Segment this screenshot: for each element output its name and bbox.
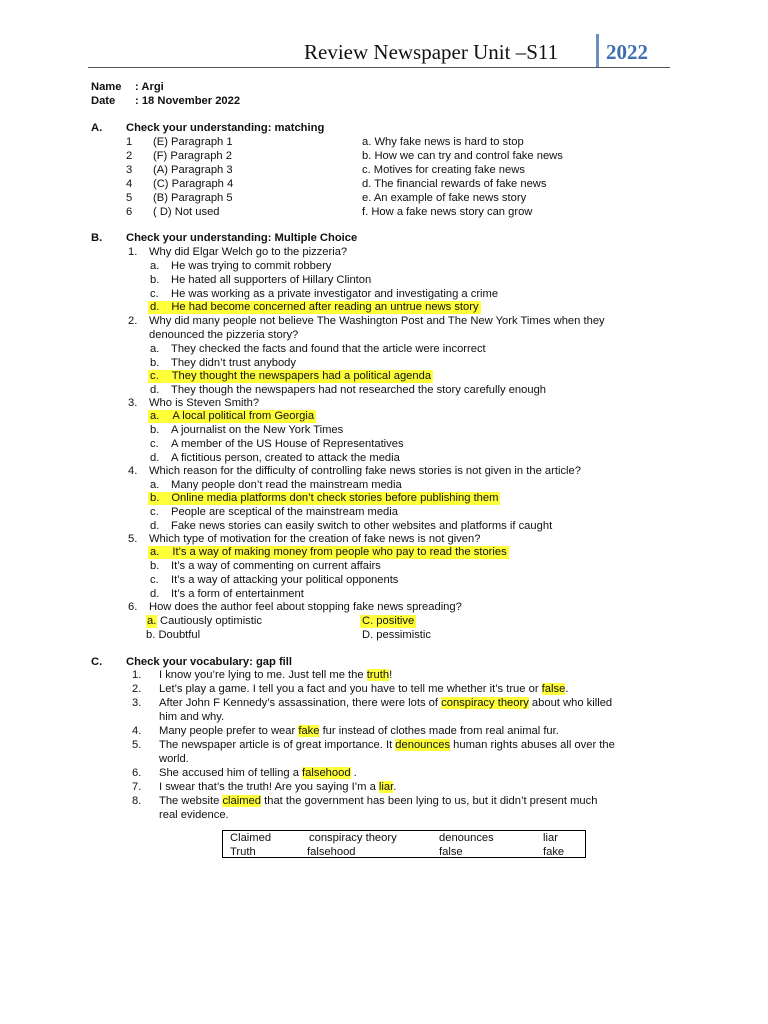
match-left: (B) Paragraph 5 [153, 192, 233, 204]
gap-answer: claimed [222, 795, 261, 807]
document-year: 2022 [606, 40, 648, 64]
option-text: Cautiously optimistic [160, 615, 262, 627]
word-bank-word: denounces [439, 832, 494, 844]
option-letter: c. [150, 574, 159, 586]
option-text: He was working as a private investigator and investigating a crime [171, 288, 499, 300]
section-b-title: Check your understanding: Multiple Choice [126, 232, 358, 244]
selected-answer [148, 546, 509, 559]
item-number: 6. [132, 767, 142, 779]
match-num: 4 [126, 178, 133, 190]
gap-answer: truth [366, 669, 390, 681]
gap-fill-sentence-cont: real evidence. [159, 809, 229, 821]
date-label: Date [91, 95, 116, 107]
option-text: A fictitious person, created to attack the media [171, 452, 400, 464]
option-letter: b. [150, 560, 160, 572]
word-bank-word: fake [543, 846, 565, 858]
option-letter: b. [150, 424, 160, 436]
gap-answer: denounces [395, 739, 451, 751]
option-letter: b. [150, 492, 160, 504]
option-letter: d. [150, 384, 160, 396]
match-num: 6 [126, 206, 133, 218]
word-bank-word: falsehood [307, 846, 356, 858]
match-num: 2 [126, 150, 133, 162]
item-number: 1. [132, 669, 142, 681]
option-text: People are sceptical of the mainstream media [171, 506, 398, 518]
selected-answer [148, 492, 500, 505]
match-right: f. How a fake news story can grow [362, 206, 533, 218]
gap-answer: fake [298, 725, 320, 737]
gap-answer: false [541, 683, 566, 695]
item-number: 2. [132, 683, 142, 695]
section-c-title: Check your vocabulary: gap fill [126, 656, 292, 668]
section-a-title: Check your understanding: matching [126, 122, 325, 134]
gap-answer: falsehood [302, 767, 351, 779]
question-text: Which type of motivation for the creation of fake news is not given? [149, 533, 481, 545]
section-b-letter: B. [91, 232, 103, 244]
option-letter: a. [150, 343, 160, 355]
question-number: 1. [128, 246, 138, 258]
match-right: d. The financial rewards of fake news [362, 178, 547, 190]
option-letter: a. [150, 260, 160, 272]
gap-fill-sentence: Let’s play a game. I tell you a fact and you have to tell me whether it’s true or false. [159, 683, 569, 695]
question-text: Why did Elgar Welch go to the pizzeria? [149, 246, 348, 258]
gap-answer: liar [378, 781, 394, 793]
option-letter: b. [150, 274, 160, 286]
gap-fill-sentence-cont: him and why. [159, 711, 225, 723]
question-number: 4. [128, 465, 138, 477]
option-letter: b. [150, 357, 160, 369]
question-number: 5. [128, 533, 138, 545]
section-a-letter: A. [91, 122, 103, 134]
option-text: He hated all supporters of Hillary Clinton [171, 274, 372, 286]
question-text: How does the author feel about stopping fake news spreading? [149, 601, 462, 613]
header-divider [596, 34, 599, 68]
match-num: 3 [126, 164, 133, 176]
word-bank-word: Claimed [230, 832, 272, 844]
option-text: They though the newspapers had not researched the story carefully enough [171, 384, 547, 396]
option-text: It’s a way of making money from people who pay to read the stories [172, 546, 507, 558]
option-text: They didn’t trust anybody [171, 357, 296, 369]
name-label: Name [91, 81, 122, 93]
option-letter: c. [150, 506, 159, 518]
option-letter: c. [150, 438, 159, 450]
word-bank-word: Truth [230, 846, 256, 858]
word-bank-word: liar [543, 832, 558, 844]
selected-answer: C. positive [362, 615, 415, 627]
selected-answer [148, 410, 316, 423]
option-letter: d. [150, 588, 160, 600]
option-letter: d. [150, 301, 160, 313]
option-text: Online media platforms don’t check stories before publishing them [171, 492, 499, 504]
match-right: a. Why fake news is hard to stop [362, 136, 524, 148]
match-num: 5 [126, 192, 133, 204]
option-letter: a. [150, 410, 160, 422]
match-left: (A) Paragraph 3 [153, 164, 233, 176]
option-text: b. Doubtful [146, 629, 201, 641]
option-text: It’s a form of entertainment [171, 588, 304, 600]
question-number: 3. [128, 397, 138, 409]
item-number: 4. [132, 725, 142, 737]
question-number: 2. [128, 315, 138, 327]
gap-fill-sentence: Many people prefer to wear fake fur instead of clothes made from real animal fur. [159, 725, 559, 737]
option-letter: c. [150, 288, 159, 300]
item-number: 5. [132, 739, 142, 751]
question-text: Why did many people not believe The Washington Post and The New York Times when they [149, 315, 605, 327]
option-text: A member of the US House of Representatives [171, 438, 404, 450]
match-right: e. An example of fake news story [362, 192, 527, 204]
option-text: D. pessimistic [362, 629, 431, 641]
selected-answer [148, 370, 433, 383]
option-text: A journalist on the New York Times [171, 424, 344, 436]
option-letter: a. [150, 479, 160, 491]
gap-fill-sentence: I swear that’s the truth! Are you saying I’m a liar. [159, 781, 397, 793]
option-text: They thought the newspapers had a political agenda [171, 370, 432, 382]
question-text: Who is Steven Smith? [149, 397, 260, 409]
question-text-cont: denounced the pizzeria story? [149, 329, 299, 341]
match-left: (C) Paragraph 4 [153, 178, 234, 190]
gap-fill-sentence: I know you’re lying to me. Just tell me the truth! [159, 669, 393, 681]
item-number: 3. [132, 697, 142, 709]
option-text: He was trying to commit robbery [171, 260, 332, 272]
option-letter: a. [150, 546, 160, 558]
option-text: It’s a way of attacking your political opponents [171, 574, 399, 586]
match-num: 1 [126, 136, 133, 148]
item-number: 8. [132, 795, 142, 807]
option-text: Fake news stories can easily switch to other websites and platforms if caught [171, 520, 553, 532]
header-rule [88, 67, 670, 68]
option-text: It’s a way of commenting on current affairs [171, 560, 381, 572]
option-letter: c. [150, 370, 159, 382]
match-right: b. How we can try and control fake news [362, 150, 563, 162]
section-c-letter: C. [91, 656, 103, 668]
match-left: ( D) Not used [153, 206, 220, 218]
gap-answer: conspiracy theory [441, 697, 529, 709]
selected-answer-label: a. [147, 615, 157, 627]
question-text: Which reason for the difficulty of controlling fake news stories is not given in the article? [149, 465, 581, 477]
gap-fill-sentence: The newspaper article is of great importance. It denounces human rights abuses all over the [159, 739, 615, 751]
word-bank-word: false [439, 846, 463, 858]
word-bank-word: conspiracy theory [309, 832, 397, 844]
match-right: c. Motives for creating fake news [362, 164, 525, 176]
gap-fill-sentence: The website claimed that the government has been lying to us, but it didn’t present much [159, 795, 598, 807]
gap-fill-sentence-cont: world. [159, 753, 189, 765]
gap-fill-sentence: She accused him of telling a falsehood . [159, 767, 357, 779]
match-left: (F) Paragraph 2 [153, 150, 232, 162]
option-text: A local political from Georgia [172, 410, 315, 422]
question-number: 6. [128, 601, 138, 613]
match-left: (E) Paragraph 1 [153, 136, 233, 148]
option-letter: d. [150, 520, 160, 532]
selected-answer [148, 301, 481, 314]
gap-fill-sentence: After John F Kennedy’s assassination, there were lots of conspiracy theory about who killed [159, 697, 613, 709]
item-number: 7. [132, 781, 142, 793]
word-bank [222, 830, 586, 858]
date-value: : 18 November 2022 [135, 95, 241, 107]
document-title: Review Newspaper Unit –S11 [304, 40, 559, 64]
option-text: Many people don’t read the mainstream media [171, 479, 402, 491]
option-text: They checked the facts and found that the article were incorrect [171, 343, 486, 355]
name-value: : Argi [135, 81, 164, 93]
option-text: He had become concerned after reading an untrue news story [171, 301, 479, 313]
option-letter: d. [150, 452, 160, 464]
